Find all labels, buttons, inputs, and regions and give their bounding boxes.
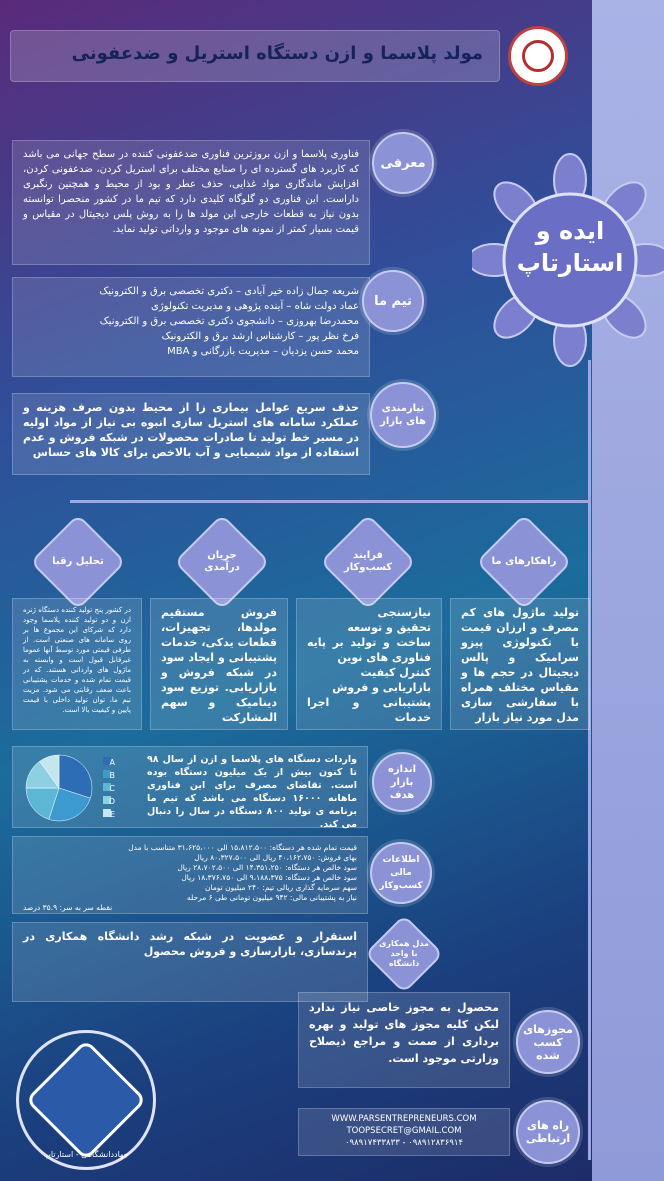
financial-line-3: سود خالص هر دستگاه: ۱۴،۳۵۱،۲۵۰ الی ۲۸،۷۰۲،۵۰۰ ریال xyxy=(177,863,357,872)
market-need-text: حذف سریع عوامل بیماری زا از محیط بدون صرف هزینه و عملکرد سامانه های استریل سازی انبوه بی نیاز از مواد اولیه در مسیر خط تولید تا صادرات محصولات در شبکه فروش و عدم استفاده از مواد شیمیایی و آب بالاخص برای کالا های حساس xyxy=(23,401,359,459)
col2-label: فرایند کسب‌وکار xyxy=(343,550,393,573)
col1-text: تولید ماژول های کم مصرف و ارزان قیمت با تکنولوژی پیزو سرامیک و پالس دیجیتال در حجم ها و مقیاس مختلف همراه با سفارشی سازی مدل مورد نیاز بازار xyxy=(461,606,579,724)
col1-box xyxy=(450,598,590,730)
legend-label-E: E xyxy=(109,810,115,819)
financial-line-5: سهم سرمایه گذاری ریالی تیم: ۲۴۰ میلیون تومان xyxy=(204,883,357,892)
team-member-1: شریعه جمال زاده خیر آبادی – دکتری تخصصی برق و الکترونیک xyxy=(99,286,359,297)
team-member-3: محمدرضا بهروزی – دانشجوی دکتری تخصصی برق و الکترونیک xyxy=(99,316,359,327)
financial-line-1: قیمت تمام شده هر دستگاه: ۱۵،۸۱۲،۵۰۰ الی ۳۱،۶۲۵،۰۰۰ متناسب با مدل xyxy=(128,843,357,852)
team-member-5: محمد حسن یزدیان – مدیریت بازرگانی و MBA xyxy=(167,346,359,357)
market-size-box xyxy=(12,746,368,828)
market-need-label: نیازمندی های بازار xyxy=(370,382,436,448)
col2-item-3: ساخت و تولید بر پایه فناوری های نوین xyxy=(307,636,431,664)
contact-label: راه های ارتباطی xyxy=(516,1100,580,1164)
legend-label-A: A xyxy=(109,758,115,767)
market-need-box xyxy=(12,393,370,475)
intro-box xyxy=(12,140,370,265)
financial-label: اطلاعات مالی کسب‌وکار xyxy=(370,842,432,904)
market-size-text: واردات دستگاه های پلاسما و ازن از سال ۹۸ تا کنون بیش از یک میلیون دستگاه بوده است. تقاضای مصرف برای این فناوری ماهانه ۱۶۰۰۰ دستگاه می باشد که تیم ما برنامه ی تولید ۸۰۰ دستگاه در سال را دنبال می کند. xyxy=(147,754,358,830)
intro-text: فناوری پلاسما و ازن بروزترین فناوری ضدعفونی کننده در سطح جهانی می باشد که کاربرد های گسترده ای را صنایع مختلف برای استریل کردن، ضدعفونی کردن، افزایش ماندگاری مواد غذایی، حذف عطر و بود از محیط و همچنین رنگبری داراست. این فناوری دو گلوگاه کلیدی دارد که تیم ما در کشور منحصرا توانسته بدون نیاز به قطعات خارجی این مولد ها را به روش پلس دیجیتال در مقیاس و قیمت بسیار کمتر از نمونه های موجود و وارداتی تولید نماید. xyxy=(23,149,359,235)
team-label: تیم ما xyxy=(362,270,424,332)
connector-columns xyxy=(70,500,590,503)
footer-logo-text: جهاددانشگاهی - استارتاپ xyxy=(43,1150,129,1159)
permits-box xyxy=(298,992,510,1088)
legend-label-B: B xyxy=(109,771,115,780)
col2-box xyxy=(296,598,442,730)
financial-line-2: بهای فروش: ۴۰،۱۶۲،۷۵۰ ریال الی ۸۰،۳۲۷،۵۰۰ ریال xyxy=(194,853,357,862)
financial-box xyxy=(12,836,368,914)
col4-text: در کشور پنج تولید کننده دستگاه ژنره ازن و دو تولید کننده پلاسما وجود دارد که شرکای این مجموع ها بر روی سامانه های صنعتی است. از طرفی قیمتی مورد توسط آنها عموما غیرقابل قبول است و وابسته به ماژول های وارداتی هستند. که در قیمت تمام شده و خدمات پشتیبانی باعث ضعف رقابتی می شود. مزیت تیم ما، توان تولید داخلی با قیمت پایین و کیفیت بالا است. xyxy=(23,606,131,714)
col3-text: فروش مستقیم مولدها، تجهیزات، قطعات یدکی، خدمات پشتیبانی و ایجاد سود در شبکه فروش و بازاریابی. توزیع سود دینامیک و سهم المشارکت xyxy=(161,606,277,724)
market-pie-chart xyxy=(19,751,159,825)
intro-label: معرفی xyxy=(372,132,434,194)
financial-line-4: سود خالص هر دستگاه: ۹،۱۸۸،۳۷۵ الی ۱۸،۳۷۶،۷۵۰ ریال xyxy=(181,873,357,882)
team-box xyxy=(12,277,370,377)
contact-website[interactable]: WWW.PARSENTREPRENEURS.COM xyxy=(331,1114,477,1124)
collab-label: مدل همکاری با واحد دانشگاه xyxy=(379,939,429,968)
badge-text xyxy=(505,215,635,279)
contact-phones: ۰۹۸۹۱۷۴۳۳۸۳۳ - ۰۹۸۹۱۲۸۳۶۹۱۴ xyxy=(344,1138,464,1148)
col2-item-6: پشتیبانی و اجرا خدمات xyxy=(307,696,431,724)
permits-text: محصول به مجوز خاصی نیاز ندارد لیکن کلیه مجوز های تولید و بهره برداری از صمت و مراجع ذیصلاح وزارتی موجود است. xyxy=(309,1001,499,1065)
col2-item-5: بازاریابی و فروش xyxy=(332,681,431,694)
col3-box xyxy=(150,598,288,730)
legend-label-D: D xyxy=(108,797,115,806)
legend-label-C: C xyxy=(109,784,115,793)
footer-logo xyxy=(16,1030,156,1170)
financial-line-7: نقطه سر به سر: ۳۵.۹ درصد xyxy=(23,903,113,912)
col1-label: راهکارهای ما xyxy=(491,556,557,567)
market-size-label: اندازه بازار هدف xyxy=(372,752,432,812)
university-logo xyxy=(508,26,568,86)
col4-label: تحلیل رقبا xyxy=(52,556,104,567)
permits-label: مجوزهای کسب شده xyxy=(516,1010,580,1074)
col4-box xyxy=(12,598,142,730)
collab-box xyxy=(12,922,368,1002)
col2-item-4: کنترل کیفیت xyxy=(360,666,431,679)
col2-item-1: نیازسنجی xyxy=(377,606,431,619)
header-bar xyxy=(10,30,500,82)
team-member-4: فرخ نظر پور – کارشناس ارشد برق و الکترونیک xyxy=(161,331,359,342)
badge-line-1: ایده و xyxy=(535,217,605,245)
col2-item-2: تحقیق و توسعه xyxy=(347,621,431,634)
contact-email[interactable]: TOOPSECRET@GMAIL.COM xyxy=(346,1126,462,1136)
collab-text: استقرار و عضویت در شبکه رشد دانشگاه همکاری در پرندسازی، بازارسازی و فروش محصول xyxy=(23,930,357,958)
team-member-2: عماد دولت شاه – آینده پژوهی و مدیریت تکنولوژی xyxy=(151,301,359,312)
page-title: مولد پلاسما و ازن دستگاه استریل و ضدعفونی xyxy=(71,43,483,64)
financial-line-6: نیاز به پشتیبانی مالی: ۹۴۲ میلیون تومانی طی ۶ مرحله xyxy=(186,893,357,902)
contact-box xyxy=(298,1108,510,1156)
connector-vertical xyxy=(588,360,591,1160)
col3-label: جریان درآمدی xyxy=(204,550,240,573)
badge-line-2: استارتاپ xyxy=(516,249,624,277)
